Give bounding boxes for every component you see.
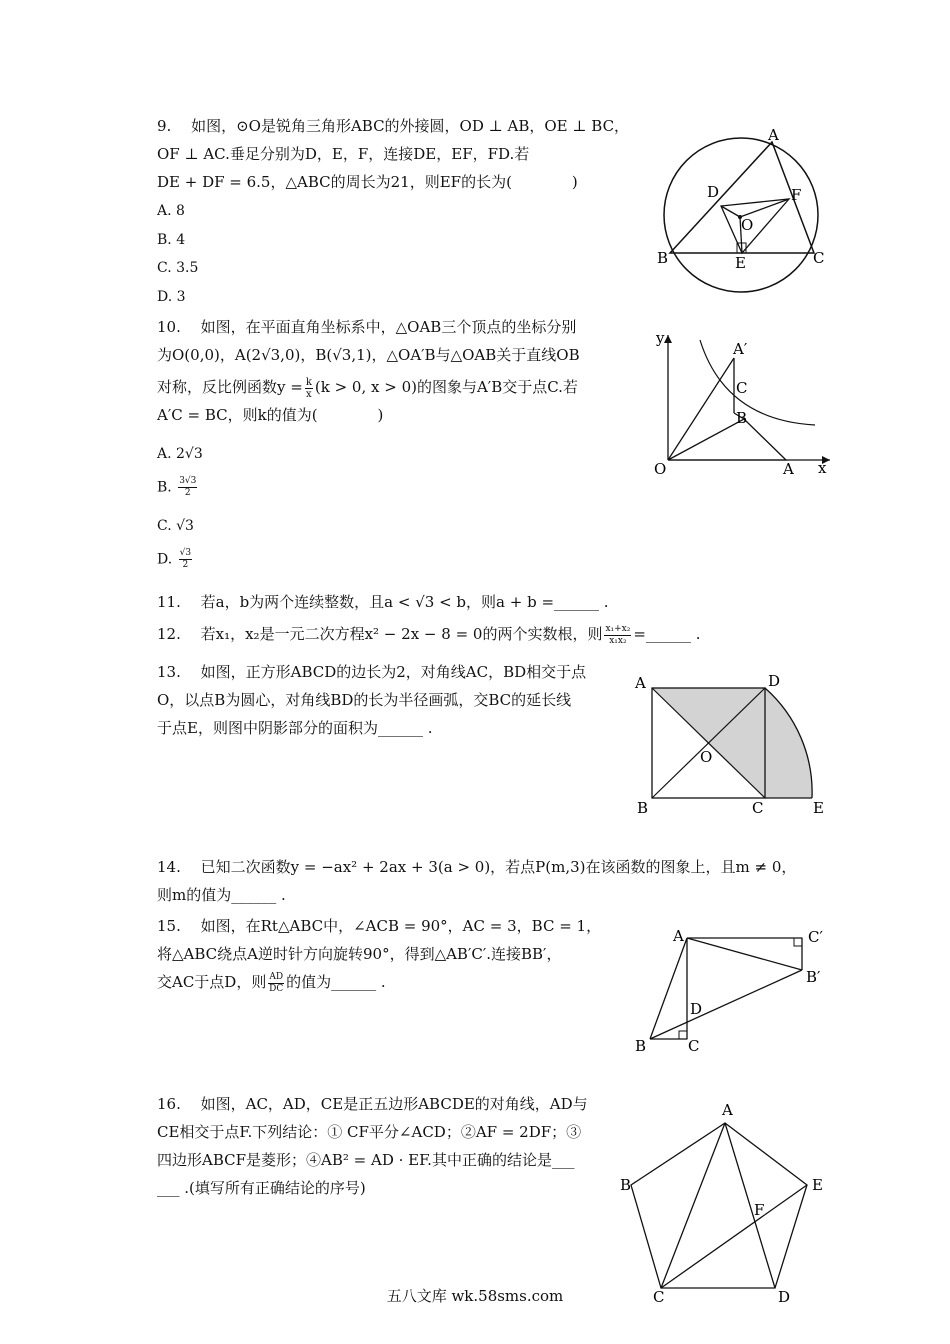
- q16-label-e: E: [812, 1176, 823, 1194]
- question-14: [157, 853, 796, 909]
- q16-label-d: D: [778, 1288, 791, 1306]
- q13-label-o: O: [700, 748, 713, 766]
- question-9: [157, 112, 629, 196]
- q10-option-d: D. $\frac{√3}{2}$: [157, 548, 192, 570]
- q16-line4: ___ .(填写所有正确结论的序号): [157, 1179, 366, 1197]
- q15-label-d: D: [690, 1000, 703, 1018]
- q9-label-e: E: [735, 254, 746, 272]
- q16-label-f: F: [754, 1201, 765, 1219]
- q13-label-c: C: [752, 799, 764, 817]
- question-15: [157, 912, 601, 996]
- question-12: 12. 若x₁，x₂是一元二次方程x² − 2x − 8 = 0的两个实数根，则 $\frac{\text{x₁+x₂}}{\text{x₁x₂}}$ =______ .: [157, 623, 701, 646]
- q9-label-b: B: [657, 249, 669, 267]
- q9-option-b: B. 4: [157, 232, 186, 248]
- q9-figure: [655, 120, 835, 300]
- q9-label-c: C: [813, 249, 825, 267]
- q13-label-b: B: [637, 799, 649, 817]
- footer-watermark: 五八文库 wk.58sms.com: [386, 1287, 564, 1305]
- q10-option-c: C. √3: [157, 518, 194, 534]
- question-11: 11. 若a，b为两个连续整数，且a < √3 < b，则a + b =______ .: [157, 593, 609, 611]
- q10-line4: A′C = BC，则k的值为( ): [157, 406, 384, 424]
- q9-label-a: A: [768, 126, 779, 144]
- q13-figure: [630, 670, 840, 820]
- q10-figure: [640, 325, 840, 485]
- q16-label-a: A: [722, 1101, 733, 1119]
- q10-option-b: B. $\frac{3√3}{2}$: [157, 476, 197, 498]
- q10-line1: 10. 如图，在平面直角坐标系中，△OAB三个顶点的坐标分别: [157, 318, 577, 336]
- q16-line2: CE相交于点F.下列结论：① CF平分∠ACD；②AF = 2DF；③: [157, 1123, 582, 1141]
- q16-label-b: B: [620, 1176, 632, 1194]
- q9-line3: DE + DF = 6.5，△ABC的周长为21，则EF的长为( ): [157, 173, 578, 191]
- q10-label-a-prime: A′: [733, 340, 748, 358]
- q15-label-a: A: [673, 927, 684, 945]
- q16-label-c: C: [653, 1288, 665, 1306]
- q13-line2: O，以点B为圆心，对角线BD的长为半径画弧，交BC的延长线: [157, 691, 572, 709]
- q16-line1: 16. 如图，AC，AD，CE是正五边形ABCDE的对角线，AD与: [157, 1095, 588, 1113]
- q10-label-x: x: [818, 459, 827, 477]
- q15-label-c: C: [688, 1037, 700, 1055]
- q10-option-a: A. 2√3: [157, 446, 203, 462]
- question-16: [157, 1090, 588, 1202]
- question-10: [157, 313, 580, 429]
- q9-option-a: A. 8: [157, 203, 185, 219]
- q16-line3: 四边形ABCF是菱形；④AB² = AD · EF.其中正确的结论是___: [157, 1151, 575, 1169]
- q9-line2: OF ⊥ AC.垂足分别为D，E，F，连接DE，EF，FD.若: [157, 145, 530, 163]
- q13-label-a: A: [635, 674, 646, 692]
- q9-label-d: D: [707, 183, 720, 201]
- q10-line2: 为O(0,0)，A(2√3,0)，B(√3,1)，△OA′B与△OAB关于直线OB: [157, 346, 580, 364]
- q14-line2: 则m的值为______ .: [157, 886, 286, 904]
- q13-label-e: E: [813, 799, 824, 817]
- q9-option-c: C. 3.5: [157, 260, 199, 276]
- q9-line1: 9. 如图，⊙O是锐角三角形ABC的外接圆，OD ⊥ AB，OE ⊥ BC，: [157, 117, 630, 135]
- q9-option-d: D. 3: [157, 289, 186, 305]
- q10-label-o: O: [654, 460, 667, 478]
- q15-label-c-prime: C′: [808, 928, 823, 946]
- q15-line2: 将△ABC绕点A逆时针方向旋转90°，得到△AB′C′.连接BB′，: [157, 945, 562, 963]
- q15-label-b-prime: B′: [806, 968, 821, 986]
- q10-label-c: C: [736, 379, 748, 397]
- q16-figure: [615, 1095, 830, 1310]
- q10-label-y: y: [656, 329, 665, 347]
- q15-line3: 交AC于点D，则 $\frac{AD}{DC}$ 的值为______ .: [157, 971, 386, 994]
- q9-label-o: O: [741, 216, 754, 234]
- q10-label-b: B: [736, 409, 748, 427]
- q10-fraction: $\frac{k}{x}$: [305, 376, 312, 400]
- q13-line1: 13. 如图，正方形ABCD的边长为2，对角线AC，BD相交于点: [157, 663, 587, 681]
- q13-line3: 于点E，则图中阴影部分的面积为______ .: [157, 719, 433, 737]
- q13-label-d: D: [768, 672, 781, 690]
- q15-label-b: B: [635, 1037, 647, 1055]
- q15-line1: 15. 如图，在Rt△ABC中，∠ACB = 90°，AC = 3，BC = 1，: [157, 917, 602, 935]
- q15-figure: [630, 920, 840, 1060]
- q14-line1: 14. 已知二次函数y = −ax² + 2ax + 3(a > 0)，若点P(m,3)在该函数的图象上，且m ≠ 0，: [157, 858, 797, 876]
- q10-label-a: A: [783, 460, 794, 478]
- question-13: [157, 658, 586, 742]
- q9-label-f: F: [791, 186, 802, 204]
- q10-line3: 对称，反比例函数y = $\frac{k}{x}$ (k > 0, x > 0)的图象与A′B交于点C.若: [157, 376, 578, 400]
